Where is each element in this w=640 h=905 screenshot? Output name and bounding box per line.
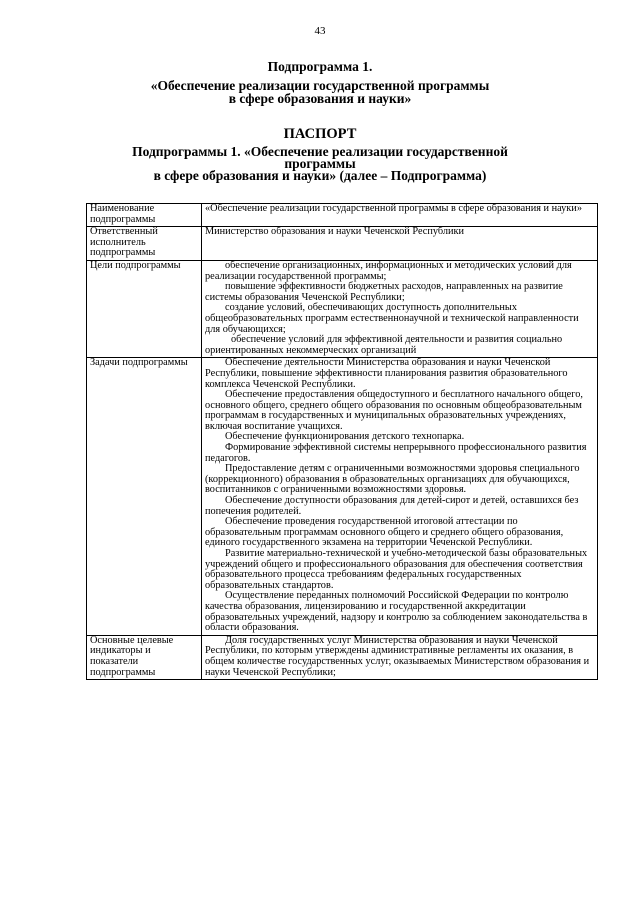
paragraph: обеспечение организационных, информационных и методических условий для реализации государственной программы; <box>205 259 572 282</box>
paragraph: Предоставление детям с ограниченными возможностями здоровья специального (коррекционного) образования в образовательных организациях для обучающихся, воспитанников с ограниченными возможностями здоровья. <box>205 463 580 496</box>
row-label-name: Наименование подпрограммы <box>87 204 202 227</box>
title-line-3: в сфере образования и науки» <box>228 91 412 106</box>
paragraph: Развитие материально-технической и учебно-методической базы образовательных учреждений общего и профессионального образования для обеспечения соответствия образовательного процесса требованиям федеральных государственных образовательных стандартов. <box>205 548 588 591</box>
passport-title <box>0 146 640 182</box>
title-line-2: «Обеспечение реализации государственной программы <box>150 78 490 93</box>
paragraph: Министерство образования и науки Чеченской Республики <box>205 226 465 238</box>
paragraph: создание условий, обеспечивающих доступность дополнительных общеобразовательных программ естественнонаучной и технической направленности для обучающихся; <box>205 302 579 335</box>
subprogram-title <box>0 58 640 75</box>
paragraph: Обеспечение проведения государственной итоговой аттестации по образовательным программам основного общего и среднего общего образования, единого государственного экзамена на территории Чеченской Республики. <box>205 516 564 549</box>
subprogram-subtitle <box>0 79 640 105</box>
row-value-executor <box>202 227 598 261</box>
passport-title-line-1: Подпрограммы 1. «Обеспечение реализации государственной <box>132 144 508 159</box>
row-value-goals <box>202 260 598 357</box>
table-row <box>87 635 598 679</box>
passport-heading: ПАСПОРТ <box>283 126 357 142</box>
title-line-1: Подпрограмма 1. <box>267 59 373 74</box>
paragraph: Осуществление переданных полномочий Российской Федерации по контролю качества образования, лицензированию и государственной аккредитации образовательных учреждений, надзору и контролю за соблюдением законодательства в области образования. <box>205 590 588 634</box>
paragraph: Обеспечение доступности образования для детей-сирот и детей, оставшихся без попечения родителей. <box>205 495 579 517</box>
paragraph: Обеспечение предоставления общедоступного и бесплатного начального общего, основного общего, среднего общего образования по основным общеобразовательным программам в государственных и муниципальных образовательных учреждениях, включая воспитание учащихся. <box>205 389 583 432</box>
row-value-tasks <box>202 358 598 635</box>
table-row <box>87 227 598 261</box>
paragraph: Обеспечение деятельности Министерства образования и науки Чеченской Республики, повышение эффективности планирования развития образовательного комплекса Чеченской Республики. <box>205 357 568 390</box>
row-label-tasks: Задачи подпрограммы <box>87 358 202 635</box>
row-value-name <box>202 204 598 227</box>
paragraph: Формирование эффективной системы непрерывного профессионального развития педагогов. <box>205 442 587 464</box>
table-row <box>87 260 598 357</box>
paragraph: повышение эффективности бюджетных расходов, направленных на развитие системы образования Чеченской Республики; <box>205 281 563 303</box>
row-value-indicators <box>202 635 598 679</box>
paragraph: Обеспечение функционирования детского технопарка. <box>225 431 465 443</box>
paragraph: «Обеспечение реализации государственной программы в сфере образования и науки» <box>205 203 582 214</box>
passport-title-line-2: программы <box>284 156 356 171</box>
table-row <box>87 204 598 227</box>
row-label-indicators: Основные целевые индикаторы и показатели подпрограммы <box>87 635 202 679</box>
paragraph: обеспечение условий для эффективной деятельности и развития социально ориентированных некоммерческих организаций <box>205 334 563 356</box>
row-label-goals: Цели подпрограммы <box>87 260 202 357</box>
passport-table <box>86 203 598 680</box>
table-row <box>87 358 598 635</box>
passport-title-line-3: в сфере образования и науки» (далее – Подпрограмма) <box>153 168 487 183</box>
page-number: 43 <box>314 25 326 37</box>
row-label-executor: Ответственный исполнитель подпрограммы <box>87 227 202 261</box>
paragraph: Доля государственных услуг Министерства образования и науки Чеченской Республики, по которым утверждены административные регламенты их оказания, в общем количестве государственных услуг, оказываемых Министерством образования и науки Чеченской Республики; <box>205 634 590 678</box>
